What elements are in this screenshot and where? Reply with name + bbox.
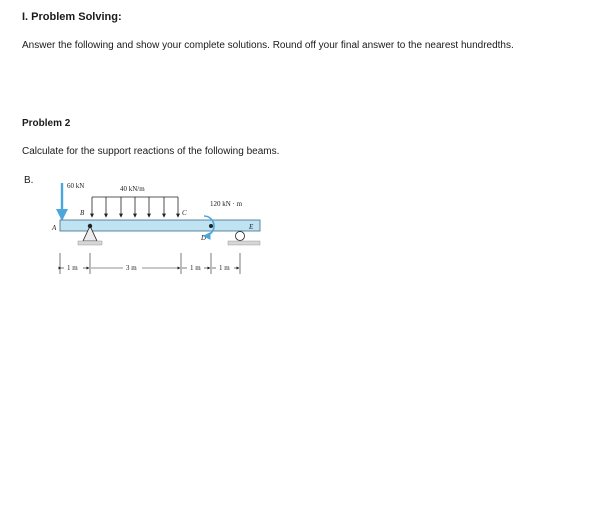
part-label: B. (24, 175, 34, 186)
point-c-label: C (182, 209, 187, 217)
moment-label: 120 kN · m (210, 200, 243, 208)
point-e-label: E (249, 223, 254, 231)
distributed-load-label: 40 kN/m (120, 185, 145, 193)
dimension-ab-label: 1 m (67, 264, 78, 272)
point-d-label: D (201, 234, 207, 242)
problem-statement: Calculate for the support reactions of the following beams. (22, 146, 280, 157)
point-load-label: 60 kN (67, 182, 85, 190)
point-b-label: B (80, 209, 85, 217)
dimension-extension-lines (60, 253, 240, 274)
problem-label: Problem 2 (22, 118, 71, 129)
dimension-de-label: 1 m (219, 264, 230, 272)
section-heading: I. Problem Solving: (22, 11, 122, 23)
point-a-label: A (52, 224, 57, 232)
dimension-bc-label: 3 m (126, 264, 137, 272)
instructions-text: Answer the following and show your complete solutions. Round off your final answer to the nearest hundredths. (22, 40, 514, 51)
point-d-dot (209, 224, 213, 228)
dimension-cd-label: 1 m (190, 264, 201, 272)
roller-support-e (228, 232, 260, 246)
beam-diagram (40, 170, 280, 280)
distributed-load-arrows (92, 197, 178, 217)
